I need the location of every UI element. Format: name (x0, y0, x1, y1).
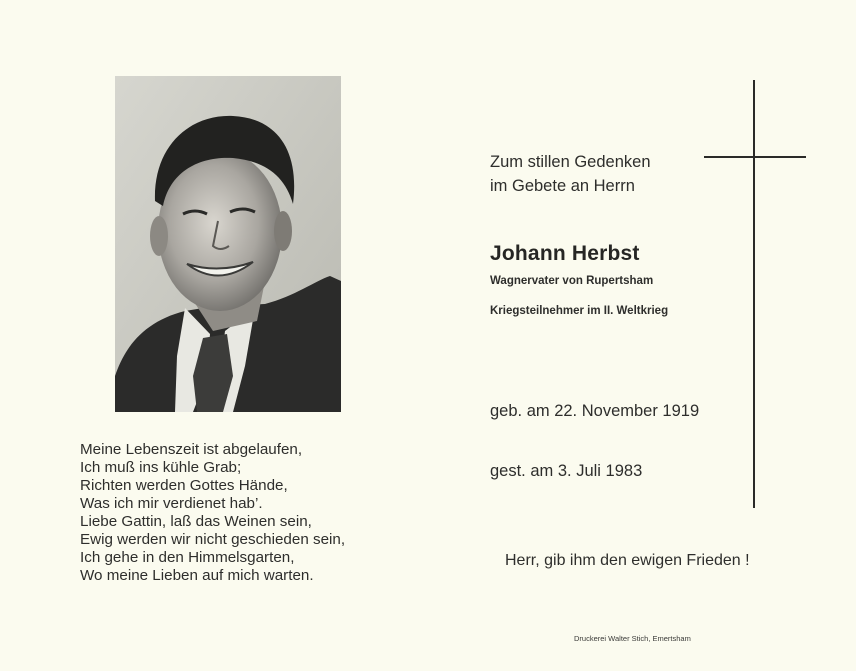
cross-icon-horizontal (704, 156, 806, 158)
portrait-image (115, 76, 341, 412)
intro-line-1: Zum stillen Gedenken (490, 153, 651, 171)
poem-line: Ewig werden wir nicht geschieden sein, (80, 531, 346, 548)
death-date: gest. am 3. Juli 1983 (490, 462, 643, 480)
birth-date: geb. am 22. November 1919 (490, 402, 700, 420)
poem (80, 441, 410, 585)
poem-line: Liebe Gattin, laß das Weinen sein, (80, 513, 312, 530)
intro-line-2: im Gebete an Herrn (490, 177, 635, 195)
poem-line: Wo meine Lieben auf mich warten. (80, 567, 314, 584)
deceased-name: Johann Herbst (490, 242, 640, 265)
poem-line: Richten werden Gottes Hände, (80, 477, 288, 494)
intro-text (490, 150, 651, 198)
poem-line: Meine Lebenszeit ist abgelaufen, (80, 441, 303, 458)
cross-icon-vertical (753, 80, 755, 508)
prayer-text: Herr, gib ihm den ewigen Frieden ! (505, 552, 750, 569)
war-service: Kriegsteilnehmer im II. Weltkrieg (490, 305, 669, 317)
printer-credit: Druckerei Walter Stich, Emertsham (574, 634, 691, 643)
occupation: Wagnervater von Rupertsham (490, 275, 654, 287)
poem-line: Ich gehe in den Himmelsgarten, (80, 549, 295, 566)
poem-line: Was ich mir verdienet hab’. (80, 495, 263, 512)
poem-line: Ich muß ins kühle Grab; (80, 459, 242, 476)
portrait-photo (115, 76, 341, 412)
